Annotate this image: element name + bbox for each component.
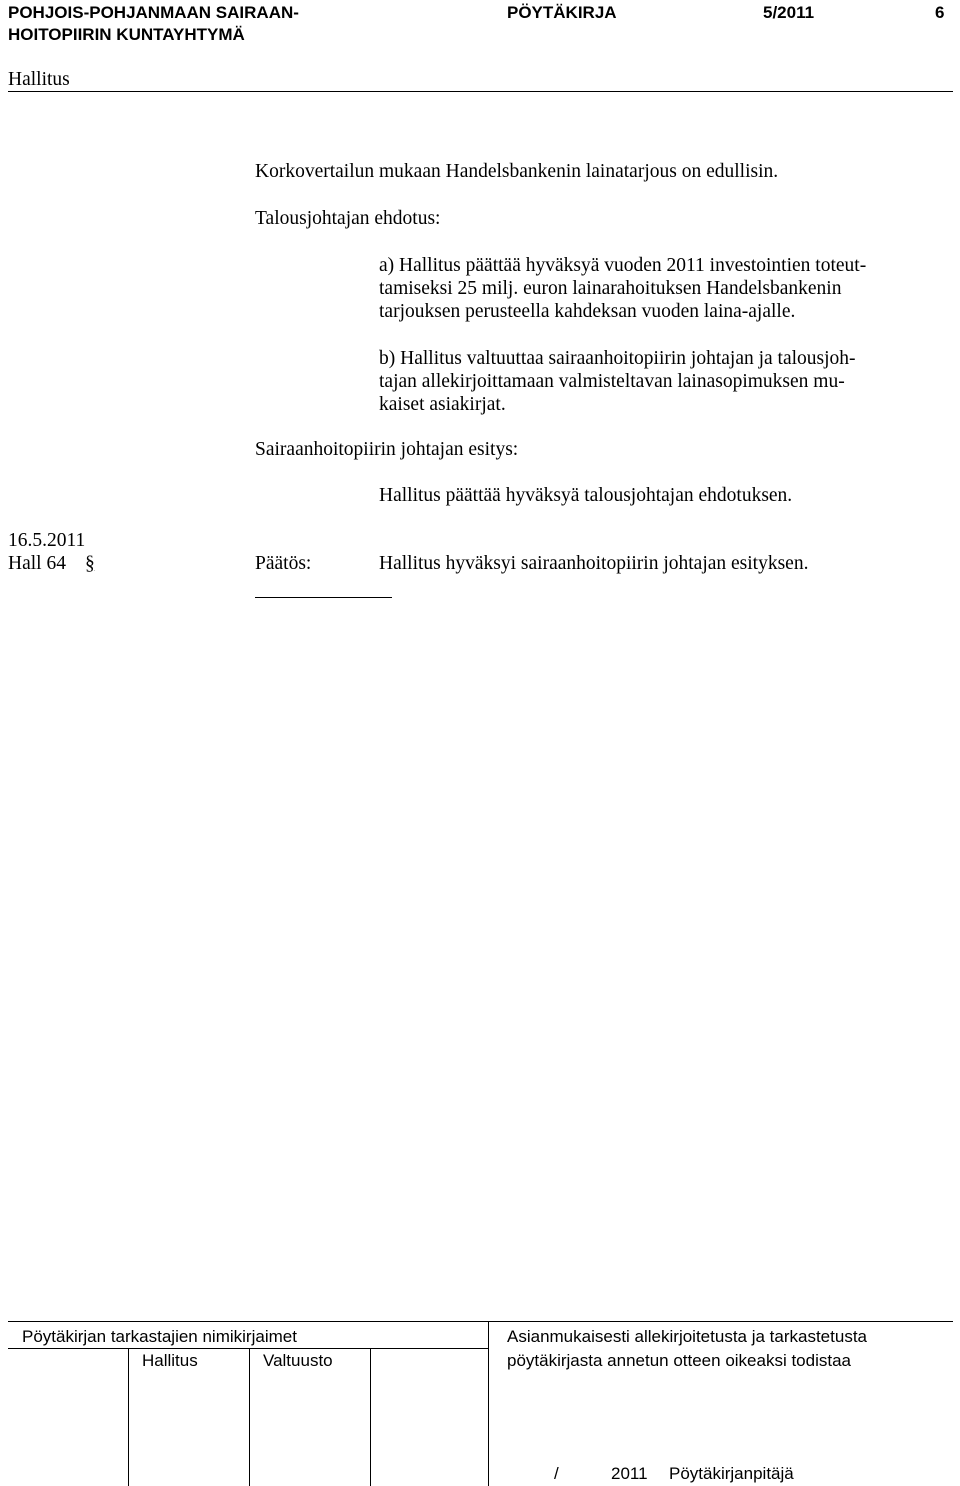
minutes-keeper-label: Pöytäkirjanpitäjä <box>669 1464 794 1483</box>
doc-type: PÖYTÄKIRJA <box>507 3 617 22</box>
proposal-a-line: tamiseksi 25 milj. euron lainarahoituksen Handelsbankenin <box>379 278 842 299</box>
doc-number: 5/2011 <box>763 3 815 22</box>
proposal-label: Talousjohtajan ehdotus: <box>255 208 441 229</box>
intro-text: Korkovertailun mukaan Handelsbankenin lainatarjous on edullisin. <box>255 161 779 182</box>
initials-divider-middle <box>249 1348 250 1486</box>
initials-divider-right <box>370 1348 371 1486</box>
decision-text: Hallitus hyväksyi sairaanhoitopiirin johtajan esityksen. <box>379 553 809 574</box>
certify-line2: pöytäkirjasta annetun otteen oikeaksi todistaa <box>507 1351 852 1370</box>
section-end-rule <box>255 597 392 598</box>
proposal-b-line: kaiset asiakirjat. <box>379 394 506 415</box>
section-symbol: § <box>85 553 95 574</box>
director-label: Sairaanhoitopiirin johtajan esitys: <box>255 439 519 460</box>
org-name-line1: POHJOIS-POHJANMAAN SAIRAAN- <box>8 3 299 22</box>
initials-divider-horizontal <box>8 1348 488 1349</box>
proposal-b-line: b) Hallitus valtuuttaa sairaanhoitopiirin johtajan ja talousjoh- <box>379 348 856 369</box>
meeting-date: 16.5.2011 <box>8 530 86 551</box>
initials-divider-left <box>128 1348 129 1486</box>
initials-col-hallitus: Hallitus <box>142 1351 198 1370</box>
page-number: 6 <box>935 3 945 22</box>
proposal-a-line: a) Hallitus päättää hyväksyä vuoden 2011 investointien toteut- <box>379 255 867 276</box>
proposal-b-line: tajan allekirjoittamaan valmisteltavan lainasopimuksen mu- <box>379 371 845 392</box>
org-name-line2: HOITOPIIRIN KUNTAYHTYMÄ <box>8 25 245 44</box>
body-name: Hallitus <box>8 69 70 90</box>
decision-label: Päätös: <box>255 553 312 574</box>
certify-line1: Asianmukaisesti allekirjoitetusta ja tarkastetusta <box>507 1327 867 1346</box>
initials-title: Pöytäkirjan tarkastajien nimikirjaimet <box>22 1327 297 1346</box>
signature-slash: / <box>554 1464 559 1483</box>
proposal-a-line: tarjouksen perusteella kahdeksan vuoden laina-ajalle. <box>379 301 796 322</box>
director-text: Hallitus päättää hyväksyä talousjohtajan ehdotuksen. <box>379 485 793 506</box>
initials-col-valtuusto: Valtuusto <box>263 1351 333 1370</box>
header-rule <box>8 91 953 92</box>
section-number: Hall 64 <box>8 553 66 574</box>
footer-column-divider <box>488 1321 489 1486</box>
signature-year: 2011 <box>611 1464 648 1483</box>
footer-rule <box>8 1321 953 1322</box>
